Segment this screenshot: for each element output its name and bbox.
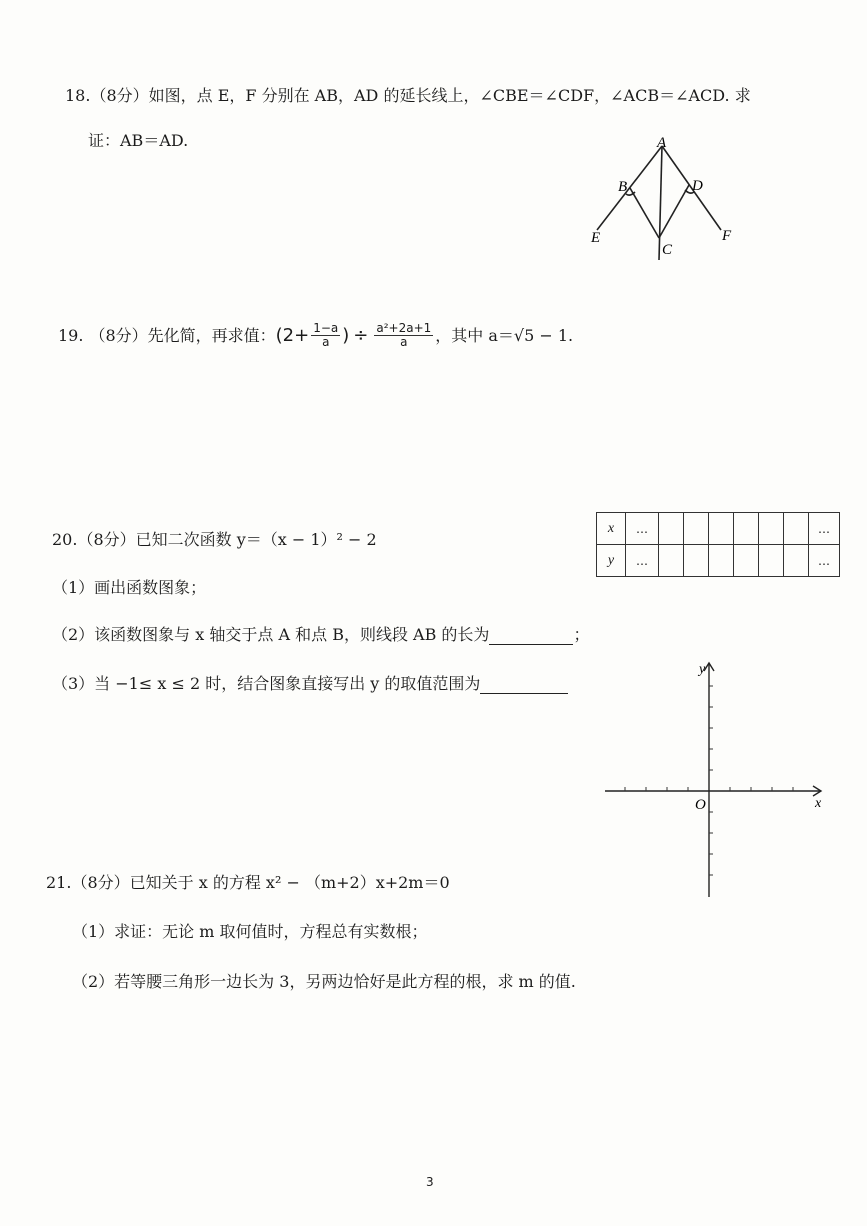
- q21-score: （8分）: [71, 873, 130, 892]
- x-axis-label: x: [815, 796, 822, 811]
- q19-fraction-1: [311, 322, 340, 349]
- table-cell: …: [809, 545, 840, 577]
- q19-fraction-2: [374, 322, 433, 349]
- q19-expr-open: (2+: [275, 324, 310, 346]
- label-E: E: [591, 230, 601, 246]
- q20-coordinate-axes: [603, 655, 827, 905]
- q20-value-table: [596, 512, 840, 577]
- q18-line1: 如图，点 E，F 分别在 AB，AD 的延长线上，∠CBE＝∠CDF，∠ACB＝∠ACD. 求: [148, 86, 751, 105]
- table-cell: …: [626, 513, 659, 545]
- q20-part2-text: （2）该函数图象与 x 轴交于点 A 和点 B，则线段 AB 的长为: [52, 625, 490, 644]
- q21-part1: （1）求证：无论 m 取何值时，方程总有实数根；: [72, 922, 428, 941]
- q18-geometry-figure: [585, 130, 745, 265]
- table-cell: [709, 513, 734, 545]
- question-19: [58, 322, 573, 349]
- table-cell: [659, 545, 684, 577]
- table-cell: y: [597, 545, 626, 577]
- q20-number: 20.: [52, 530, 78, 549]
- question-20: [52, 530, 377, 550]
- table-cell: …: [809, 513, 840, 545]
- table-cell: [659, 513, 684, 545]
- label-F: F: [722, 228, 732, 244]
- y-axis-label: y: [699, 662, 706, 677]
- page-number: 3: [426, 1175, 434, 1189]
- label-B: B: [618, 179, 628, 195]
- q18-line2: 证：AB＝AD.: [88, 131, 189, 150]
- q20-stem: 已知二次函数 y＝（x − 1）² − 2: [135, 530, 377, 549]
- q20-part3: [52, 674, 568, 694]
- table-cell: [734, 513, 759, 545]
- q18-score: （8分）: [90, 86, 149, 105]
- table-cell: [684, 513, 709, 545]
- table-cell: [759, 513, 784, 545]
- q20-part3-text: （3）当 −1≤ x ≤ 2 时，结合图象直接写出 y 的取值范围为: [52, 674, 481, 693]
- q20-part2-answer-blank[interactable]: [489, 626, 573, 645]
- table-cell: [784, 545, 809, 577]
- label-D: D: [692, 178, 703, 194]
- table-cell: [709, 545, 734, 577]
- table-row-y: [597, 545, 840, 577]
- q20-part2-end: ；: [573, 625, 590, 644]
- q20-part2: [52, 625, 589, 645]
- q21-part2: （2）若等腰三角形一边长为 3，另两边恰好是此方程的根，求 m 的值.: [72, 972, 576, 991]
- q21-stem: 已知关于 x 的方程 x² − （m+2）x+2m＝0: [129, 873, 450, 892]
- line-BC: [630, 188, 659, 238]
- q19-score: （8分）: [89, 325, 148, 345]
- q20-score: （8分）: [77, 530, 136, 549]
- q19-division-sign: ÷: [353, 324, 369, 346]
- q19-frac1-denominator: a: [322, 335, 330, 349]
- question-21: [46, 873, 450, 893]
- q18-number: 18.: [65, 86, 91, 105]
- q19-frac2-denominator: a: [400, 335, 408, 349]
- table-cell: [684, 545, 709, 577]
- q19-tail: ，其中 a＝√5 − 1.: [435, 325, 574, 345]
- table-cell: x: [597, 513, 626, 545]
- table-row-x: [597, 513, 840, 545]
- table-cell: [759, 545, 784, 577]
- q19-number: 19.: [58, 325, 84, 345]
- table-cell: …: [626, 545, 659, 577]
- origin-label: O: [695, 797, 706, 813]
- table-cell: [734, 545, 759, 577]
- label-A: A: [657, 135, 667, 151]
- q19-frac2-numerator: a²+2a+1: [376, 321, 432, 335]
- q20-part1: （1）画出函数图象；: [52, 578, 207, 597]
- line-DC: [659, 185, 689, 238]
- q19-expr-close: ): [342, 324, 350, 346]
- question-18: [65, 86, 751, 106]
- q19-frac1-numerator: 1−a: [313, 321, 339, 335]
- q21-number: 21.: [46, 873, 72, 892]
- q19-lead: 先化简，再求值：: [147, 325, 276, 345]
- q20-part3-answer-blank[interactable]: [480, 675, 568, 694]
- line-AE: [597, 146, 662, 230]
- label-C: C: [662, 242, 673, 258]
- table-cell: [784, 513, 809, 545]
